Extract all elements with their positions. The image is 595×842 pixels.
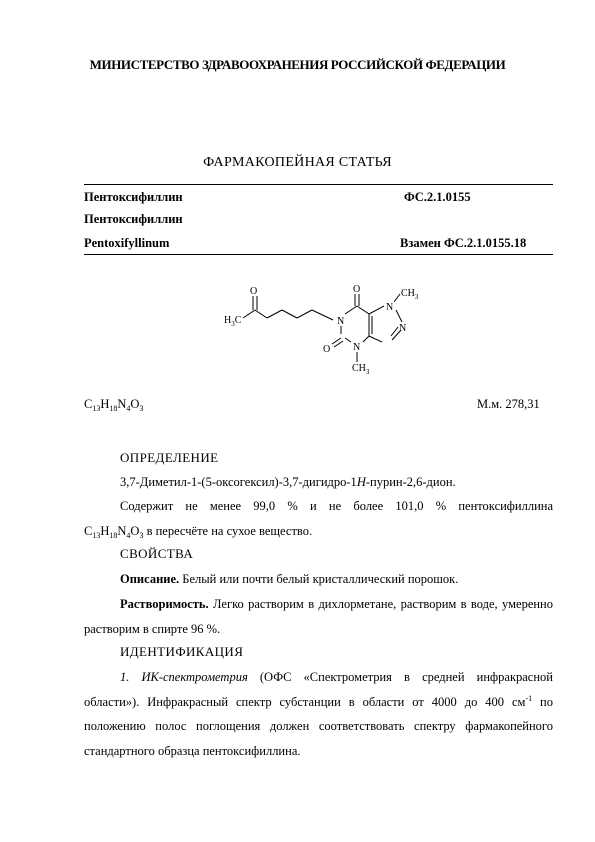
label-n9: N [399, 323, 407, 334]
label-o-c2: O [323, 344, 331, 355]
content-line-1: Содержит не менее 99,0 % и не более 101,0 % пентоксифиллина [120, 499, 553, 513]
label-n1: N [337, 316, 345, 327]
description-paragraph: Описание. Белый или почти белый кристаллический порошок. [120, 572, 459, 586]
ir-paragraph: 1. ИК-спектрометрия (ОФС «Спектрометрия в средней инфракрасной области»). Инфракрасный спектр субстанции в области от 4000 до 400 $см^{-1}$ по положению полос поглощения должен соответствовать спектру фармакопейного стандартного образца пентоксифиллина. [84, 670, 553, 758]
chemical-name: 3,7-Диметил-1-(5-оксогексил)-3,7-дигидро-1H-пурин-2,6-дион. [120, 475, 456, 489]
structural-formula [0, 0, 595, 400]
drug-name-ru-2: Пентоксифиллин [84, 212, 183, 226]
solubility-paragraph: Растворимость. Легко растворим в дихлорметане, растворим в воде, умеренно растворим в спирте 96 %. [84, 597, 553, 636]
label-ch3-n7: $CH_3$ [401, 288, 419, 301]
article-code: ФС.2.1.0155 [404, 190, 471, 204]
label-ch3-n3: $CH_3$ [352, 363, 370, 376]
properties-heading: СВОЙСТВА [120, 546, 194, 561]
identification-heading: ИДЕНТИФИКАЦИЯ [120, 644, 244, 659]
replaces-code: Взамен ФС.2.1.0155.18 [400, 236, 527, 250]
drug-name-latin: Pentoxifyllinum [84, 236, 170, 250]
content-line-2: $C_{13}H_{18}N_4O_3$ в пересчёте на сухое вещество. [84, 524, 313, 540]
ministry-title: МИНИСТЕРСТВО ЗДРАВООХРАНЕНИЯ РОССИЙСКОЙ ФЕДЕРАЦИИ [89, 57, 506, 72]
molecular-formula: $C_{13}H_{18}N_4O_3$ [84, 397, 144, 413]
definition-heading: ОПРЕДЕЛЕНИЕ [120, 450, 219, 465]
label-n3: N [353, 342, 361, 353]
drug-name-ru: Пентоксифиллин [84, 190, 183, 204]
label-h3c: $H_3C$ [224, 315, 242, 328]
molecular-mass: М.м. 278,31 [477, 397, 540, 411]
label-o-ketone: O [250, 286, 258, 297]
label-o-c6: O [353, 284, 361, 295]
label-n7: N [386, 302, 394, 313]
document-title: ФАРМАКОПЕЙНАЯ СТАТЬЯ [203, 155, 392, 170]
